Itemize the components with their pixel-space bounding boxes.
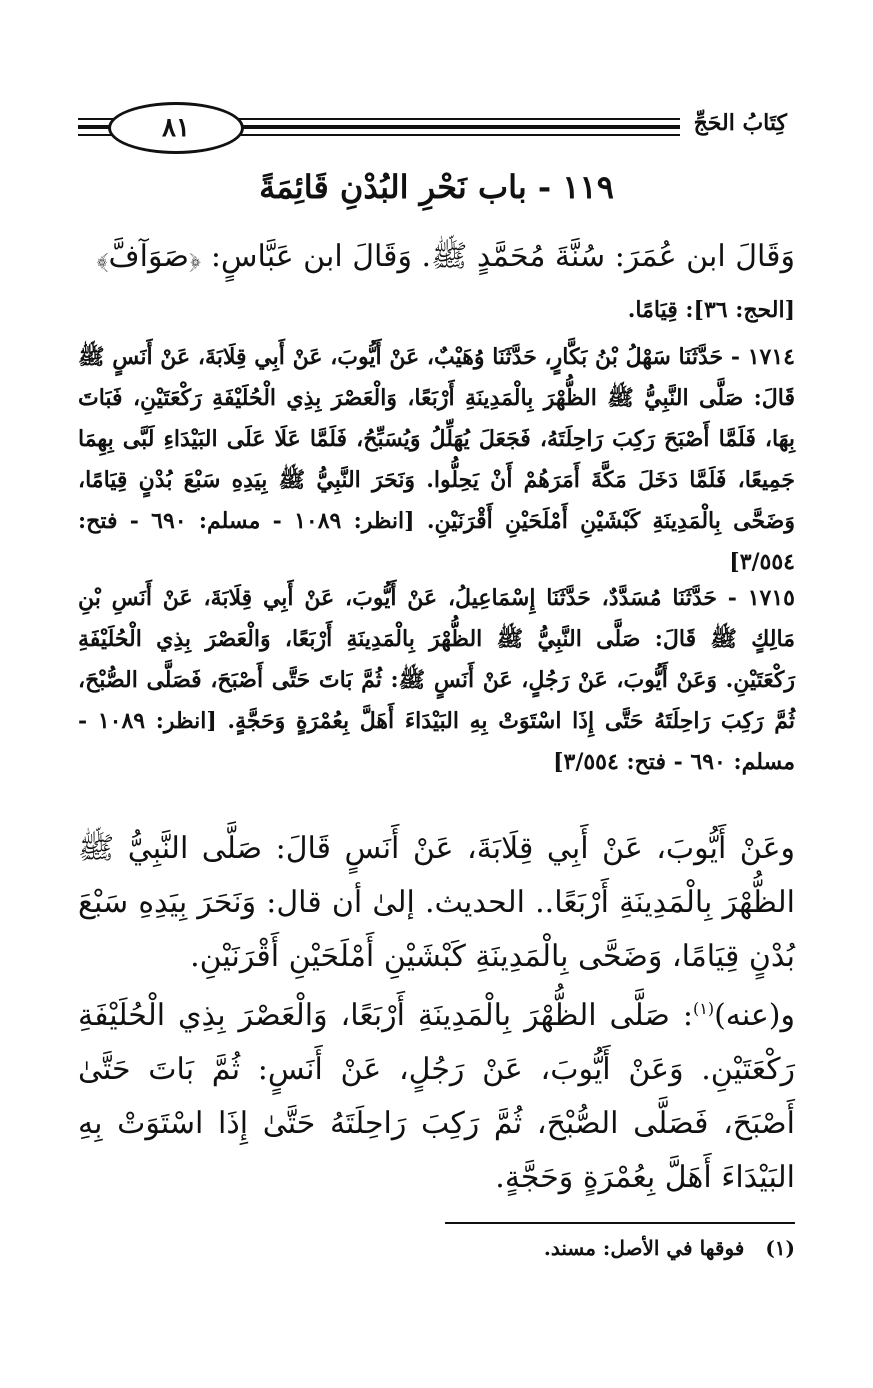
hadith-1715-text: ١٧١٥ - حَدَّثَنَا مُسَدَّدٌ، حَدَّثَنَا إِسْمَاعِيلُ، عَنْ أَيُّوبَ، عَنْ أَبِي قِلَابَةَ، عَنْ أَنَسِ بْنِ مَالِكٍ ﷺ قَالَ: صَلَّى النَّبِيُّ ﷺ الظُّهْرَ بِالْمَدِينَةِ أَرْبَعًا، وَالْعَصْرَ بِذِي الْحُلَيْفَةِ رَكْعَتَيْنِ. وَعَنْ أَيُّوبَ، عَنْ رَجُلٍ، عَنْ أَنَسٍ ﷺ: ثُمَّ بَاتَ حَتَّى أَصْبَحَ، فَصَلَّى الصُّبْحَ، ثُمَّ رَكِبَ رَاحِلَتَهُ حَتَّى إِذَا اسْتَوَتْ بِهِ البَيْدَاءَ أَهَلَّ بِعُمْرَةٍ وَحَجَّةٍ. [انظر: ١٠٨٩ - مسلم: ٦٩٠ - فتح: ٣/٥٥٤] bbox=[78, 585, 795, 775]
hadith-1714-text: ١٧١٤ - حَدَّثَنَا سَهْلُ بْنُ بَكَّارٍ، حَدَّثَنَا وُهَيْبٌ، عَنْ أَيُّوبَ، عَنْ أَبِي قِلَابَةَ، عَنْ أَنَسٍ ﷺ قَالَ: صَلَّى النَّبِيُّ ﷺ الظُّهْرَ بِالْمَدِينَةِ أَرْبَعًا، وَالْعَصْرَ بِذِي الْحُلَيْفَةِ رَكْعَتَيْنِ، فَبَاتَ بِهَا، فَلَمَّا أَصْبَحَ رَكِبَ رَاحِلَتَهُ، فَجَعَلَ يُهَلِّلُ وَيُسَبِّحُ، فَلَمَّا عَلَا عَلَى البَيْدَاءِ لَبَّى بِهِمَا جَمِيعًا، فَلَمَّا دَخَلَ مَكَّةَ أَمَرَهُمْ أَنْ يَحِلُّوا. وَنَحَرَ النَّبِيُّ ﷺ بِيَدِهِ سَبْعَ بُدْنٍ قِيَامًا، وَضَحَّى بِالْمَدِينَةِ كَبْشَيْنِ أَمْلَحَيْنِ أَقْرَنَيْنِ. [انظر: ١٠٨٩ - مسلم: ٦٩٠ - فتح: ٣/٥٥٤] bbox=[78, 344, 795, 575]
intro-block bbox=[78, 230, 795, 284]
intro-line-1: وَقَالَ ابن عُمَرَ: سُنَّةَ مُحَمَّدٍ ﷺ. وَقَالَ ابن عَبَّاسٍ: ﴿صَوَآفَّ﴾ bbox=[96, 239, 795, 274]
footnote-divider bbox=[445, 1222, 795, 1224]
variant-2-prefix: و(عنه) bbox=[714, 998, 795, 1033]
intro-line-2: [الحج: ٣٦]: قِيَامًا. bbox=[627, 297, 795, 323]
hadith-1714 bbox=[78, 337, 795, 583]
footnote-text: فوقها في الأصل: مسند. bbox=[543, 1236, 745, 1260]
variant-2-text: : صَلَّى الظُّهْرَ بِالْمَدِينَةِ أَرْبَعًا، وَالْعَصْرَ بِذِي الْحُلَيْفَةِ رَكْعَتَيْنِ. وَعَنْ أَيُّوبَ، عَنْ رَجُلٍ، عَنْ أَنَسٍ: ثُمَّ بَاتَ حَتَّىٰ أَصْبَحَ، فَصَلَّى الصُّبْحَ، ثُمَّ رَكِبَ رَاحِلَتَهُ حَتَّىٰ إِذَا اسْتَوَتْ بِهِ البَيْدَاءَ أَهَلَّ بِعُمْرَةٍ وَحَجَّةٍ. bbox=[78, 998, 795, 1195]
footnote-number: (١) bbox=[765, 1236, 795, 1260]
variant-text-1 bbox=[78, 822, 795, 984]
variant-text-2 bbox=[78, 982, 795, 1205]
variant-2-paragraph bbox=[78, 982, 795, 1205]
footnote-marker: (١) bbox=[692, 999, 715, 1018]
book-title: كِتَابُ الحَجِّ bbox=[680, 110, 795, 136]
intro-line-2-block bbox=[78, 288, 795, 332]
hadith-1715 bbox=[78, 578, 795, 783]
variant-1-text: وعَنْ أَيُّوبَ، عَنْ أَبِي قِلَابَةَ، عَنْ أَنَسٍ قَالَ: صَلَّى النَّبِيُّ ﷺ الظُّهْرَ بِالْمَدِينَةِ أَرْبَعًا.. الحديث. إلىٰ أن قال: وَنَحَرَ بِيَدِهِ سَبْعَ بُدْنٍ قِيَامًا، وَضَحَّى بِالْمَدِينَةِ كَبْشَيْنِ أَمْلَحَيْنِ أَقْرَنَيْنِ. bbox=[78, 831, 795, 974]
footnote bbox=[544, 1236, 795, 1260]
page-number: ٨١ bbox=[108, 102, 244, 154]
page-header bbox=[78, 98, 795, 154]
chapter-title: ١١٩ - باب نَحْرِ البُدْنِ قَائِمَةً bbox=[259, 168, 614, 206]
